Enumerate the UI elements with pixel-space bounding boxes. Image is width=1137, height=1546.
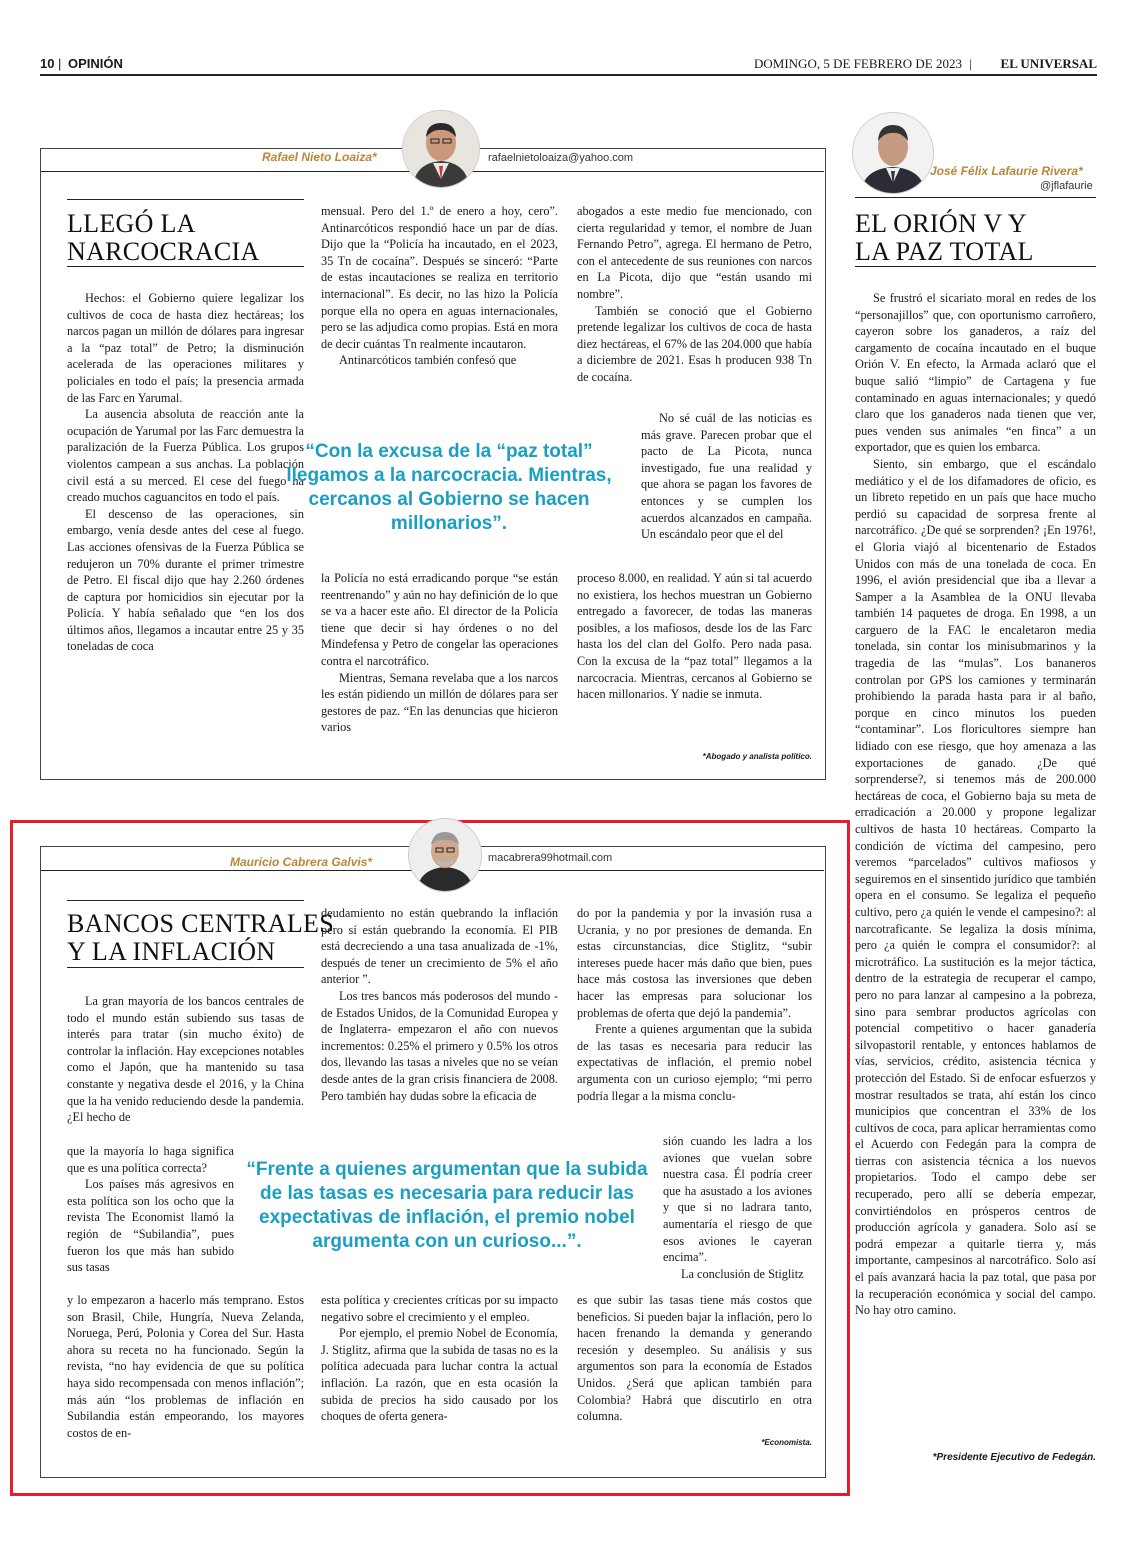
header-rule <box>40 74 1097 76</box>
author-photo <box>402 110 480 188</box>
newspaper-name: EL UNIVERSAL <box>1000 56 1097 71</box>
paragraph: Antinarcóticos también confesó que <box>339 353 517 368</box>
paragraph: Los países más agresivos en esta política son los ocho que la revista The Economist llamó la región de “Subilandia”, pues fueron los que más han subido sus tasas <box>67 1177 234 1275</box>
article-column <box>321 1292 558 1425</box>
article-title: BANCOS CENTRALES Y LA INFLACIÓN <box>67 909 334 966</box>
author-email: macabrera99hotmail.com <box>488 852 613 864</box>
paragraph: No sé cuál de las noticias es más grave. Parecen probar que el pacto de La Picota, nunca investigado, fue una realidad y que ahora se pagan los favores de entonces y se cumplen los acuerdos alcanzados en campaña. Un escándalo peor que el del <box>641 411 812 542</box>
article-title: EL ORIÓN V Y LA PAZ TOTAL <box>855 209 1034 266</box>
paragraph: sión cuando les ladra a los aviones que vuelan sobre nuestra casa. Él podría creer que ha asustado a los aviones y que si no ladrara tanto, aumentaría el riesgo de que esos aviones le cayeran encima”. <box>663 1134 812 1265</box>
paragraph: Se frustró el sicariato moral en redes de los “personajillos” que, con oportunismo carroñero, cayeron sobre los ganaderos, a raíz del cargamento de cocaína incautado en el buque Orión V. En efecto, la Armada aclaró que el buque salió “limpio” de Cartagena y fue contaminado en aguas internacionales; y quedó claro que los ganaderos nada tienen que ver, pues venden sus animales “en finca” a un exportador, que es quien los embarca. <box>855 291 1096 455</box>
author-photo <box>408 818 482 892</box>
footnote: *Economista. <box>761 1438 812 1447</box>
author-email: rafaelnietoloaiza@yahoo.com <box>488 152 634 164</box>
paragraph: Los tres bancos más poderosos del mundo -de Estados Unidos, de la Comunidad Europea y de Inglaterra- empezaron el año con nuevos incrementos: 0.25% el primero y 0.5% los otros dos, llevando las tasas a niveles que no se veían desde antes de la gran crisis financiera de 2008. Pero también hay dudas sobre la eficacia de <box>321 988 558 1103</box>
paragraph: Hechos: el Gobierno quiere legalizar los cultivos de coca de hasta diez hectáreas; los narcos pagan un millón de dólares para ingresar a la “paz total” de Petro; la disminución acelerada de las operaciones militares y policiales en todo el país; la presencia armada de las Farc en Yarumal. <box>67 291 304 405</box>
article-title: LLEGÓ LA NARCOCRACIA <box>67 209 260 266</box>
paragraph: proceso 8.000, en realidad. Y aún si tal acuerdo no existiera, los hechos muestran un Gobierno entregado a favorecer, de todas las maneras posibles, a los mafiosos, desde los de las Farc hasta los del clan del Golfo. Pero nada pasa. Con la excusa de la “paz total” llegamos a la narcocracia. Mientras, cercanos al Gobierno se hacen millonarios. Y nadie se inmuta. <box>577 571 812 702</box>
author-photo <box>852 112 934 194</box>
paragraph: La conclusión de Stiglitz <box>681 1266 804 1281</box>
article-column <box>663 1133 812 1282</box>
paragraph: El descenso de las operaciones, sin embargo, venía desde antes del cese al fuego. Las acciones ofensivas de la Fuerza Pública se redujeron un 70% durante el primer trimestre de Petro. El fiscal dijo que hay 2.260 órdenes de captura por homicidios sin ejecutar por la Policía. Y había señalado que “en los dos últimos años, llegamos a incautar entre 25 y 35 toneladas de coca <box>67 506 304 654</box>
section-name: OPINIÓN <box>68 56 123 71</box>
article-column <box>321 570 558 736</box>
paragraph: Frente a quienes argumentan que la subida de las tasas es necesaria para reducir las expectativas de inflación, el premio nobel argumenta con un curioso ejemplo; “mi perro podría llegar a la misma conclu- <box>577 1022 812 1103</box>
pull-quote: “Frente a quienes argumentan que la subida de las tasas es necesaria para reducir las expectativas de inflación, el premio nobel argumenta con un curioso...”. <box>246 1159 648 1252</box>
article-column <box>67 993 304 1126</box>
paragraph: y lo empezaron a hacerlo más temprano. Estos son Brasil, Chile, Hungría, Nueva Zelanda, Noruega, Perú, Polonia y Corea del Sur. Hasta ahora su receta no ha funcionado. Según la revista, “no hay evidencia de que su política haya sido recompensada con menos inflación”; más aún “los problemas de inflación en Subilandia están empeorando, los mayores costos de en- <box>67 1293 304 1440</box>
author-name: José Félix Lafaurie Rivera* <box>930 164 1083 178</box>
paragraph: deudamiento no están quebrando la inflación pero sí están quebrando la economía. El PIB está decreciendo a una tasa anualizada de -1%, después de tener un crecimiento de 5% el año anterior ”. <box>321 906 558 987</box>
article-column <box>577 1292 812 1425</box>
paragraph: mensual. Pero del 1.º de enero a hoy, cero”. Antinarcóticos respondió hace un par de días. Dijo que la “Policía ha incautado, en el 2023, 35 Tn de cocaína”. Después se sinceró: “Parte de estas incautaciones se realiza en territorio internacional”. Es decir, no las hizo la Policía porque ella no opera en aguas internacionales, pero se las adjudica como propias. Está en mora de decir cuántas Tn realmente incautaron. <box>321 204 558 351</box>
paragraph: la Policía no está erradicando porque “se están reentrenando” y aún no hay definición de lo que se va a hacer este año. El director de la Policía tiene que decir si hay órdenes o no del Mindefensa y Petro de congelar las operaciones contra el narcotráfico. <box>321 571 558 668</box>
paragraph: Por ejemplo, el premio Nobel de Economía, J. Stiglitz, afirma que la subida de tasas no es la política adecuada para luchar contra la actual inflación. La razón, que en esta ocasión la subida de precios ha sido causado por los choques de oferta genera- <box>321 1326 558 1424</box>
article-column <box>321 905 558 1104</box>
article-column <box>67 1292 304 1441</box>
page-header: 10 | OPINIÓN DOMINGO, 5 DE FEBRERO DE 2023 | EL UNIVERSAL <box>40 56 1097 71</box>
footnote: *Presidente Ejecutivo de Fedegán. <box>932 1452 1096 1463</box>
paragraph: Mientras, Semana revelaba que a los narcos les están pidiendo un millón de dólares para ser gestores de paz. “En las denuncias que hicieron varios <box>321 670 558 735</box>
article-column <box>641 410 812 543</box>
paragraph: La ausencia absoluta de reacción ante la ocupación de Yarumal por las Farc demuestra la paralización de la Fuerza Pública. Los grupos violentos campean a sus anchas. La población civil está a su merced. El cese del fuego ha creado muchos caguancitos en todo el país. <box>67 407 304 505</box>
article-column <box>577 203 812 386</box>
author-handle: @jflafaurie <box>1040 180 1093 192</box>
article-column <box>67 1143 234 1276</box>
article-column <box>577 905 812 1104</box>
article-column <box>321 203 558 369</box>
paragraph: do por la pandemia y por la invasión rusa a Ucrania, y no por presiones de demanda. En estas circunstancias, dice Stiglitz, “subir intereses puede hacer más daño que bien, pues hace más costosa las inversiones que deben hacer las empresas para solucionar los problemas de oferta que dejó la pandemia”. <box>577 906 812 1020</box>
pull-quote: “Con la excusa de la “paz total” llegamos a la narcocracia. Mientras, cercanos al Gobierno se hacen millonarios”. <box>286 441 612 534</box>
author-name: Mauricio Cabrera Galvis* <box>230 855 373 869</box>
paragraph: es que subir las tasas tiene más costos que beneficios. Si pueden bajar la inflación, pero lo hacen frenando la demanda y generando recesión y desempleo. Su análisis y sus argumentos son para la economía de Estados Unidos. ¿Será que aplican también para Colombia? Habrá que discutirlo en otra columna. <box>577 1293 812 1424</box>
paragraph: esta política y crecientes críticas por su impacto negativo sobre el crecimiento y el empleo. <box>321 1293 558 1324</box>
footnote: *Abogado y analista político. <box>702 752 812 761</box>
paragraph: abogados a este medio fue mencionado, con cierta regularidad y temor, el nombre de Juan Fernando Petro”, agrega. El hermano de Petro, con el antecedente de sus reuniones con narcos en La Picota, dijo que “están usando mi nombre”. <box>577 204 812 301</box>
page-number: 10 <box>40 56 55 71</box>
paragraph: que la mayoría lo haga significa que es una política correcta? <box>67 1144 234 1175</box>
article-column <box>855 290 1096 1319</box>
paragraph: También se conoció que el Gobierno pretende legalizar los cultivos de coca de hasta diez hectáreas, el 67% de las 204.000 que había a diciembre de 2021. Esas h producen 938 Tn de cocaína. <box>577 303 812 384</box>
author-name: Rafael Nieto Loaiza* <box>262 150 377 164</box>
paragraph: La gran mayoría de los bancos centrales de todo el mundo están subiendo sus tasas de interés para tratar (sin mucho éxito) de controlar la inflación. Hay excepciones notables como el Japón, que ha mantenido su tasa constante y negativa desde el 2016, y la China que la ha venido reduciendo desde la pandemia. ¿El hecho de <box>67 994 304 1125</box>
date: DOMINGO, 5 DE FEBRERO DE 2023 <box>754 56 962 71</box>
article-column <box>577 570 812 703</box>
paragraph: Siento, sin embargo, que el escándalo mediático y el de los difamadores de oficio, es un libreto repetido en un país que hace mucho perdió su capacidad de sorpresa frente al narcotráfico. ¿De qué se sorprenden? ¡En 1976!, el Gloria viajó al bicentenario de Estados Unidos con más de una tonelada de coca. En 1996, el avión presidencial que iba a llevar a Samper a la Asamblea de la ONU llevaba también 14 paquetes de droga. En 1998, a un carguero de la FAC le encaletaron media tonelada, sin contar los minisubmarinos y la tragedia de las “mulas”. Los bananeros controlan por GPS los camiones y terminarán prohibiendo la parada hasta para ir al baño, porque en cinco minutos los pueden “contaminar”. Los floricultores siempre han lidiado con ese riesgo, que hoy amenaza a las exportaciones de ganado. ¿De qué sorprenderse?, si tenemos más de 200.000 hectáreas de coca, el Gobierno baja su meta de erradicación a 20.000 y propone legalizar cultivos de hasta 10 hectáreas. Comparto la condición de víctima del campesino, pero veremos “parcelados” cultivos mafiosos y seguiremos en el sinsentido jurídico que también opera en el consumo. Se legaliza el pequeño cultivo, pero ¿a quién le vende el campesino?: al narcotraficante. Se legaliza la dosis mínima, pero ¿a quién le compra el consumidor?: al microtráfico. La sustitución es la mejor táctica, dentro de la estrategia de recuperar el campo, pero no para lanzar al campesino a la pobreza, sino para sembrar productos agrícolas con potencial competitivo o hacer ganadería silvopastoril rentable, y entonces hablamos de vías, servicios, crédito, asistencia técnica y protección del Estado. Si de enfocar esfuerzos y mostrar resultados se trata, ahí están los cinco municipios que concentran el 33% de los cultivos de coca, para aplicar herramientas como el Acuerdo con Fedegán para la compra de tierras con asistencia técnica a los nuevos propietarios. Todo el campo debe ser recuperado, pero allí se debería empezar, convirtiéndolos en prósperos centros de producción agrícola y ganadera. Solo así se podrá empezar a quitarle tierra y, más importante, campesinos al narcotráfico. Solo así el país avanzará hacia la paz total, que pasa por la recuperación económica y social del campo. No hay otro camino. <box>855 456 1096 1318</box>
